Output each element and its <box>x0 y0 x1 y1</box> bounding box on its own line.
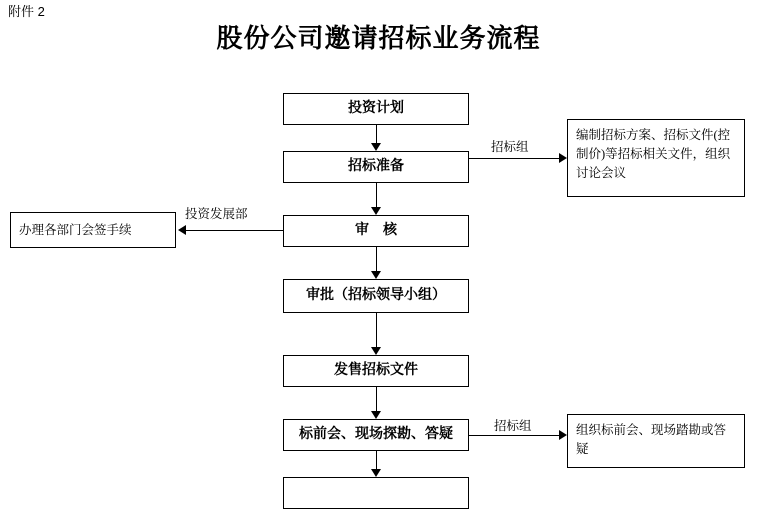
edge-label-investment-dept: 投资发展部 <box>185 207 248 221</box>
connector-n4-n5 <box>376 313 377 347</box>
page-title: 股份公司邀请招标业务流程 <box>216 24 541 53</box>
flow-node-next-partial <box>283 477 469 509</box>
attachment-label: 附件 2 <box>8 4 45 19</box>
connector-n2-note1 <box>469 158 559 159</box>
arrow-n6-note3 <box>559 430 567 440</box>
arrow-n2-note1 <box>559 153 567 163</box>
flow-node-bid-preparation: 招标准备 <box>283 151 469 183</box>
note-bid-documents: 编制招标方案、招标文件(控制价)等招标相关文件，组织讨论会议 <box>567 119 745 197</box>
note-pre-bid-organize: 组织标前会、现场踏勘或答疑 <box>567 414 745 468</box>
arrow-n3-n4 <box>371 271 381 279</box>
flow-node-issue-documents: 发售招标文件 <box>283 355 469 387</box>
arrow-n5-n6 <box>371 411 381 419</box>
connector-n3-note2 <box>186 230 283 231</box>
arrow-n2-n3 <box>371 207 381 215</box>
connector-n1-n2 <box>376 125 377 143</box>
flow-node-review: 审 核 <box>283 215 469 247</box>
connector-n3-n4 <box>376 247 377 271</box>
edge-label-bid-group-2: 招标组 <box>494 419 532 433</box>
flow-node-approval: 审批（招标领导小组） <box>283 279 469 313</box>
flow-node-pre-bid-meeting: 标前会、现场探勘、答疑 <box>283 419 469 451</box>
connector-n6-note3 <box>469 435 559 436</box>
note-countersign: 办理各部门会签手续 <box>10 212 176 248</box>
connector-n2-n3 <box>376 183 377 207</box>
arrow-n3-note2 <box>178 225 186 235</box>
flow-node-investment-plan: 投资计划 <box>283 93 469 125</box>
arrow-n6-next <box>371 469 381 477</box>
arrow-n1-n2 <box>371 143 381 151</box>
arrow-n4-n5 <box>371 347 381 355</box>
connector-n5-n6 <box>376 387 377 411</box>
connector-n6-next <box>376 451 377 469</box>
edge-label-bid-group-1: 招标组 <box>491 140 529 154</box>
